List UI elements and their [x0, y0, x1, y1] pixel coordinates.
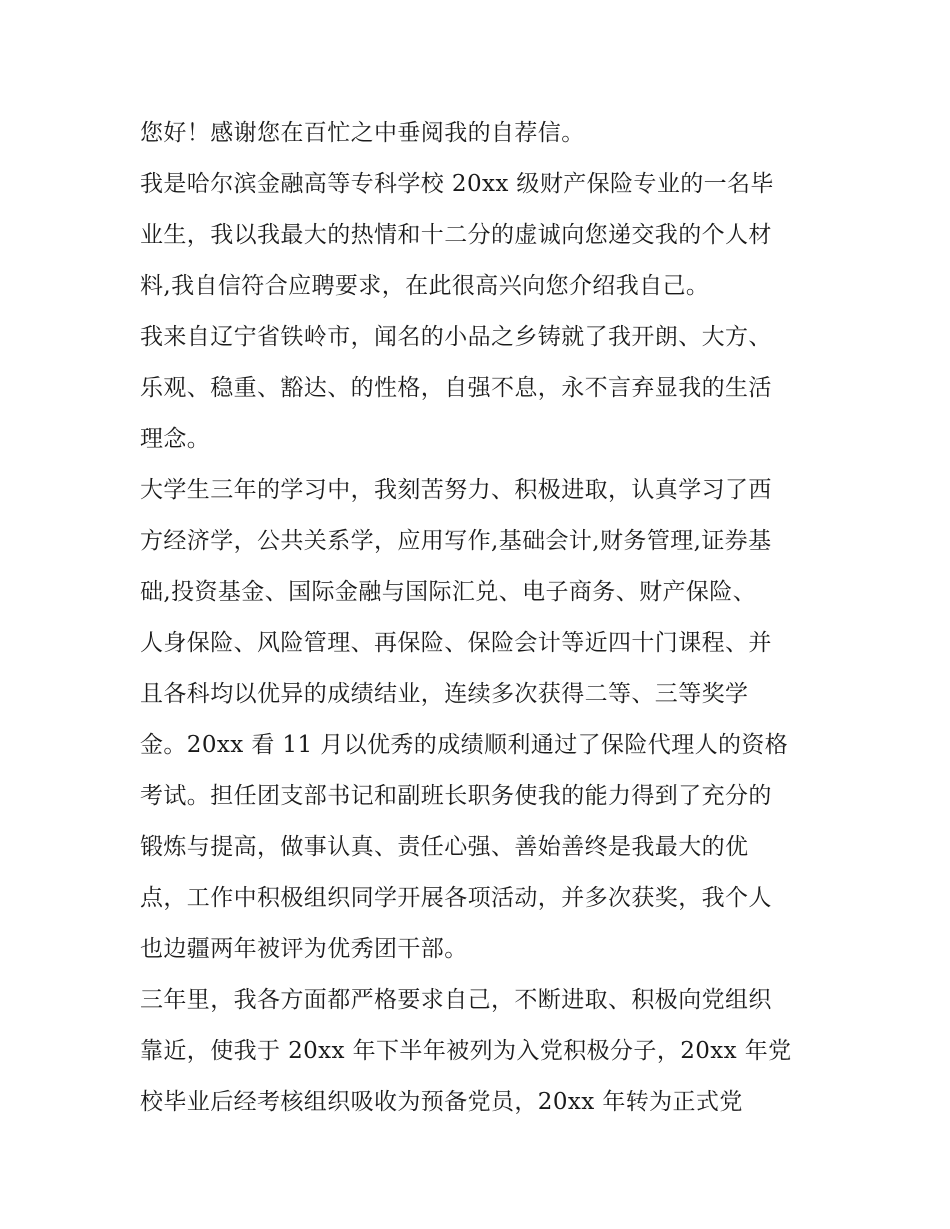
- text-line: 乐观、稳重、豁达、的性格，自强不息，永不言弃显我的生活: [140, 375, 772, 401]
- text-line: 业生，我以我最大的热情和十二分的虚诚向您递交我的个人材: [140, 222, 772, 248]
- text-line: 锻炼与提高，做事认真、责任心强、善始善终是我最大的优: [140, 834, 749, 860]
- text-line: 人身保险、风险管理、再保险、保险会计等近四十门课程、并: [140, 630, 772, 656]
- text-line: 且各科均以优异的成绩结业，连续多次获得二等、三等奖学: [140, 681, 749, 707]
- text-line: 础,投资基金、国际金融与国际汇兑、电子商务、财产保险、: [140, 579, 757, 605]
- text-line: 料,我自信符合应聘要求，在此很高兴向您介绍我自己。: [140, 273, 710, 299]
- text-line: 理念。: [140, 426, 211, 452]
- text-line: 金。20xx 看 11 月以优秀的成绩顺利通过了保险代理人的资格: [140, 732, 789, 758]
- text-line: 我来自辽宁省铁岭市，闻名的小品之乡铸就了我开朗、大方、: [140, 324, 772, 350]
- text-line: 校毕业后经考核组织吸收为预备党员，20xx 年转为正式党: [140, 1089, 743, 1115]
- text-line: 您好！感谢您在百忙之中垂阅我的自荐信。: [140, 120, 585, 146]
- text-line: 考试。担任团支部书记和副班长职务使我的能力得到了充分的: [140, 783, 772, 809]
- text-line: 三年里，我各方面都严格要求自己，不断进取、积极向党组织: [140, 987, 772, 1013]
- text-line: 也边疆两年被评为优秀团干部。: [140, 936, 468, 962]
- text-line: 大学生三年的学习中，我刻苦努力、积极进取，认真学习了西: [140, 477, 772, 503]
- text-line: 方经济学，公共关系学，应用写作,基础会计,财务管理,证券基: [140, 528, 772, 554]
- text-line: 我是哈尔滨金融高等专科学校 20xx 级财产保险专业的一名毕: [140, 171, 774, 197]
- text-line: 靠近，使我于 20xx 年下半年被列为入党积极分子，20xx 年党: [140, 1038, 792, 1064]
- text-line: 点，工作中积极组织同学开展各项活动，并多次获奖，我个人: [140, 885, 772, 911]
- letter-body: [140, 108, 820, 1128]
